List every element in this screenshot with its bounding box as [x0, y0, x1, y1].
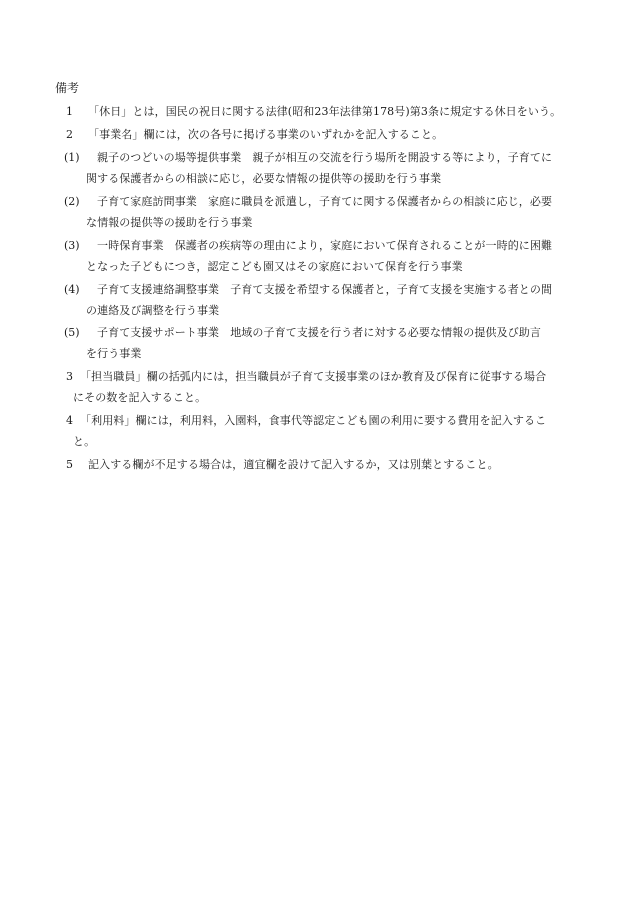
sub-item-number: (4) — [64, 283, 80, 296]
note-text-line: を行う事業 — [86, 347, 142, 360]
note-number: 1 — [66, 105, 73, 118]
note-text-line: となった子どもにつき，認定こども園又はその家庭において保育を行う事業 — [86, 260, 463, 273]
note-text-line: 親子のつどいの場等提供事業 親子が相互の交流を行う場所を開設する等により，子育てに — [97, 151, 553, 164]
note-text-line: な情報の提供等の援助を行う事業 — [86, 216, 253, 229]
note-number: 3 — [66, 370, 73, 383]
note-text-line: 記入する欄が不足する場合は，適宜欄を設けて記入するか，又は別葉とすること。 — [88, 458, 499, 471]
note-number: 5 — [66, 458, 73, 471]
note-text-line: 「利用料」欄には，利用料，入園料，食事代等認定こども園の利用に要する費用を記入するこ — [80, 414, 547, 427]
note-text-line: 子育て家庭訪問事業 家庭に職員を派遣し，子育てに関する保護者からの相談に応じ，必要 — [97, 195, 553, 208]
note-text-line: 「休日」とは，国民の祝日に関する法律(昭和23年法律第178号)第3条に規定する休日をいう。 — [88, 105, 562, 118]
sub-item-number: (3) — [64, 239, 80, 252]
sub-item-number: (1) — [64, 151, 80, 164]
sub-item-number: (5) — [64, 326, 80, 339]
note-text-line: 「事業名」欄には，次の各号に掲げる事業のいずれかを記入すること。 — [88, 128, 444, 141]
note-text-line: 関する保護者からの相談に応じ，必要な情報の提供等の援助を行う事業 — [86, 172, 442, 185]
note-text-line: 子育て支援連絡調整事業 子育て支援を希望する保護者と，子育て支援を実施する者との間 — [97, 283, 553, 296]
page-heading: 備考 — [55, 81, 80, 95]
note-text-line: にその数を記入すること。 — [73, 391, 207, 404]
note-text-line: 「担当職員」欄の括弧内には，担当職員が子育て支援事業のほか教育及び保育に従事する場合 — [80, 370, 547, 383]
note-text-line: 一時保育事業 保護者の疾病等の理由により，家庭において保育されることが一時的に困難 — [97, 239, 553, 252]
note-text-line: と。 — [73, 435, 96, 448]
note-text-line: 子育て支援サポート事業 地域の子育て支援を行う者に対する必要な情報の提供及び助言 — [97, 326, 541, 339]
sub-item-number: (2) — [64, 195, 80, 208]
note-number: 2 — [66, 128, 73, 141]
note-text-line: の連絡及び調整を行う事業 — [86, 304, 220, 317]
note-number: 4 — [66, 414, 73, 427]
